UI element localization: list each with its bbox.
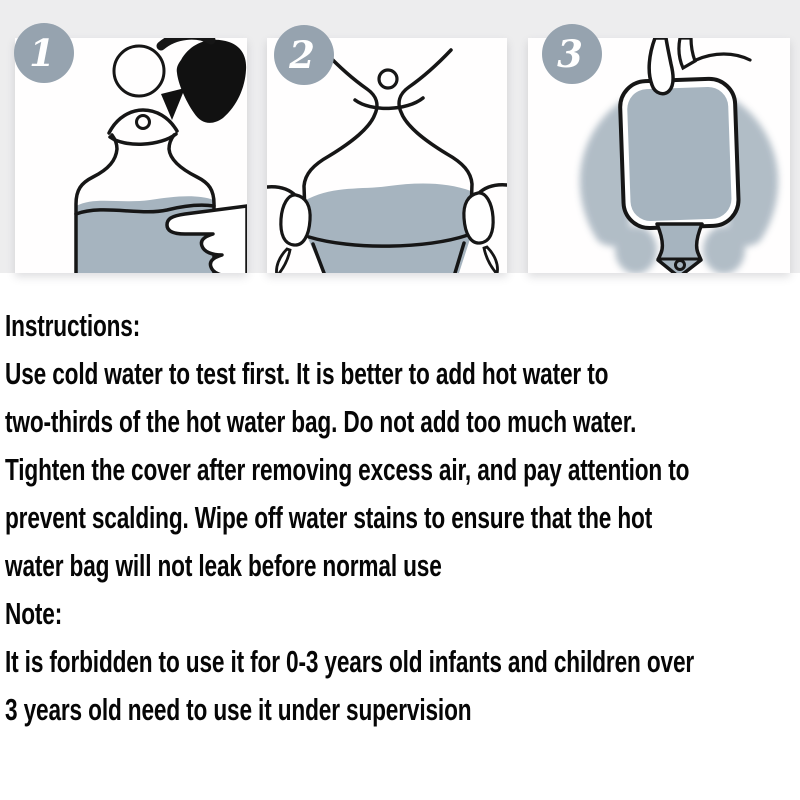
step-1-number-badge [14, 23, 74, 83]
note-line: 3 years old need to use it under supervision [5, 692, 472, 727]
instructions-line: prevent scalding. Wipe off water stains to ensure that the hot [5, 500, 653, 535]
instructions-line: Use cold water to test first. It is better to add hot water to [5, 356, 609, 391]
step-1-number: 1 [29, 30, 55, 75]
instructions-line: water bag will not leak before normal use [5, 548, 442, 583]
note-line: It is forbidden to use it for 0-3 years old infants and children over [5, 644, 695, 679]
step-2-number: 2 [289, 32, 315, 77]
steps-section [0, 0, 800, 273]
step-2-number-badge [274, 25, 334, 85]
instructions-heading: Instructions: [5, 308, 141, 343]
instructions-line: two-thirds of the hot water bag. Do not add too much water. [5, 404, 637, 439]
instructions-line: Tighten the cover after removing excess air, and pay attention to [5, 452, 690, 487]
step-3-number: 3 [557, 31, 583, 76]
step-3-number-badge [542, 24, 602, 84]
note-heading: Note: [5, 596, 63, 631]
instructions-text-block [5, 302, 800, 734]
